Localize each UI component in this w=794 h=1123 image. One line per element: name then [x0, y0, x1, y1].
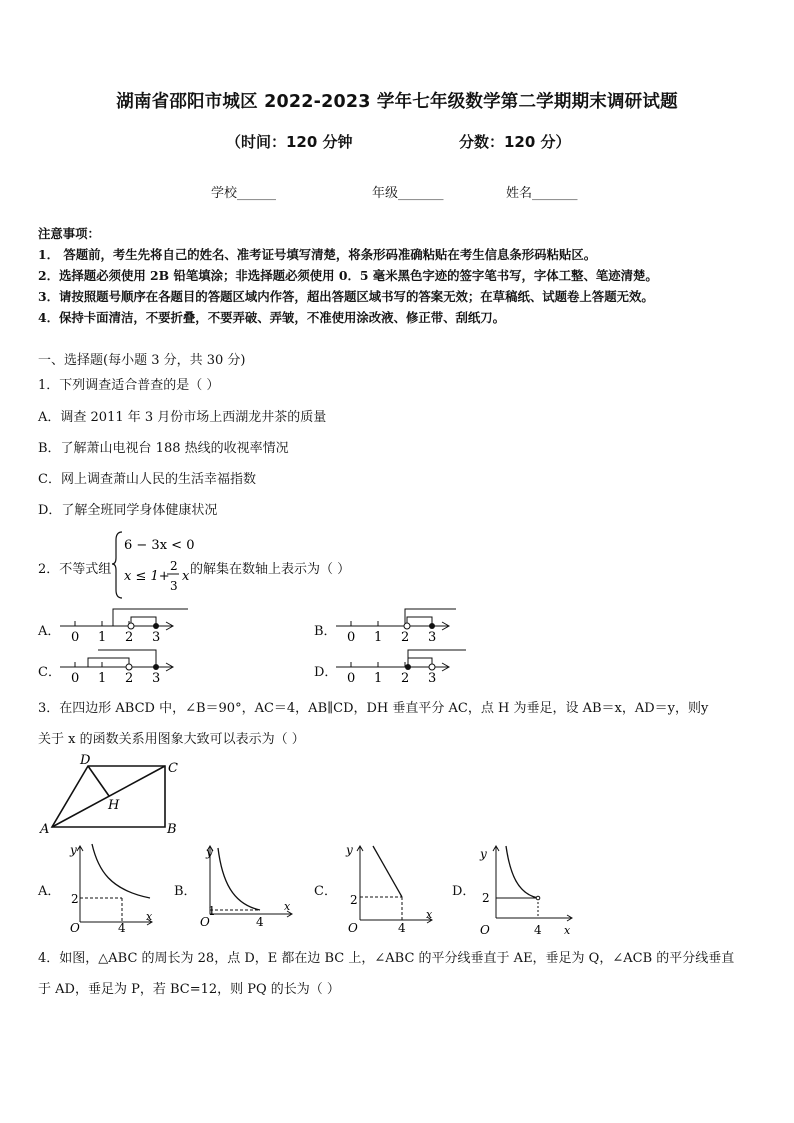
q2-numberline-b	[334, 604, 474, 644]
q2-frac-den: 3	[170, 579, 178, 593]
origin: O	[348, 921, 358, 932]
tick-3: 3	[152, 671, 161, 685]
exam-time: （时间：120 分钟	[226, 133, 353, 151]
tick-2: 2	[401, 671, 410, 685]
q1-option-c: C．网上调查萧山人民的生活幸福指数	[38, 472, 256, 487]
tick-1: 1	[98, 671, 107, 685]
q4-line2: 于 AD，垂足为 P，若 BC=12，则 PQ 的长为（ ）	[38, 982, 340, 997]
tick-2: 2	[125, 671, 134, 685]
origin: O	[200, 915, 210, 929]
origin: O	[70, 921, 80, 932]
q3-option-a-label: A．	[38, 884, 61, 899]
graph-value: 4	[534, 923, 542, 935]
notice-item-4: 4．保持卡面清洁，不要折叠，不要弄破、弄皱，不准使用涂改液、修正带、刮纸刀。	[38, 310, 506, 325]
axis-x: x	[284, 900, 291, 913]
axis-y: y	[346, 843, 353, 857]
q2-numberline-a	[58, 604, 198, 644]
exam-score: 分数：120 分）	[459, 133, 571, 151]
axis-y: y	[206, 845, 213, 859]
q1-option-d: D．了解全班同学身体健康状况	[38, 503, 218, 518]
vertex-c: C	[168, 761, 178, 776]
tick-1: 1	[374, 671, 383, 685]
q2-suffix: 的解集在数轴上表示为（ ）	[190, 562, 351, 577]
vertex-d: D	[80, 753, 91, 768]
tick-0: 0	[71, 671, 80, 685]
q3-quadrilateral-figure	[34, 752, 194, 842]
axis-x: x	[564, 924, 571, 935]
graph-value: 2	[482, 891, 490, 905]
q1-option-b: B．了解萧山电视台 188 热线的收视率情况	[38, 441, 289, 456]
graph-value: 4	[256, 915, 264, 929]
graph-value: 1	[208, 904, 216, 918]
graph-value: 4	[398, 921, 406, 932]
q2-frac-num: 2	[170, 559, 178, 573]
q2-option-b-label: B．	[314, 624, 337, 639]
tick-1: 1	[374, 630, 383, 644]
q2-numberline-c	[58, 645, 198, 685]
grade-field: 年级_______	[372, 186, 444, 201]
axis-y: y	[70, 843, 77, 857]
q2-option-a-label: A．	[38, 624, 61, 639]
tick-3: 3	[428, 671, 437, 685]
tick-3: 3	[428, 630, 437, 644]
q3-option-b-label: B．	[174, 884, 197, 899]
tick-2: 2	[125, 630, 134, 644]
axis-y: y	[480, 847, 487, 861]
section-heading: 一、选择题(每小题 3 分，共 30 分)	[38, 353, 246, 368]
q3-graph-c	[336, 840, 436, 932]
q2-option-d-label: D．	[314, 665, 338, 680]
q3-graph-d	[474, 840, 578, 935]
q2-option-c-label: C．	[38, 665, 61, 680]
notice-heading: 注意事项：	[38, 226, 100, 241]
q2-ineq2-lhs: x ≤ 1+	[124, 569, 170, 584]
q2-numberline-d	[334, 645, 474, 685]
tick-2: 2	[401, 630, 410, 644]
q3-graph-b	[196, 840, 296, 932]
vertex-a: A	[40, 822, 50, 837]
tick-0: 0	[347, 671, 356, 685]
q3-line2: 关于 x 的函数关系用图象大致可以表示为（ ）	[38, 732, 305, 747]
origin: O	[480, 923, 490, 935]
graph-value: 2	[350, 893, 358, 907]
tick-0: 0	[347, 630, 356, 644]
tick-0: 0	[71, 630, 80, 644]
school-field: 学校______	[211, 186, 277, 201]
notice-item-2: 2．选择题必须使用 2B 铅笔填涂；非选择题必须使用 0．5 毫米黑色字迹的签字笔书写，字体工整、笔迹清楚。	[38, 268, 658, 283]
q2-system	[112, 528, 194, 600]
q3-option-c-label: C．	[314, 884, 337, 899]
notice-item-1: 1． 答题前，考生先将自己的姓名、准考证号填写清楚，将条形码准确粘贴在考生信息条形码粘贴区。	[38, 247, 597, 262]
q1-stem: 1．下列调查适合普查的是（ ）	[38, 378, 220, 393]
vertex-b: B	[167, 822, 177, 837]
axis-x: x	[426, 908, 433, 921]
q4-line1: 4．如图，△ABC 的周长为 28，点 D，E 都在边 BC 上，∠ABC 的平分线垂直于 AE，垂足为 Q，∠ACB 的平分线垂直	[38, 951, 735, 966]
page-title: 湖南省邵阳市城区 2022-2023 学年七年级数学第二学期期末调研试题	[116, 92, 678, 112]
axis-x: x	[146, 910, 153, 923]
tick-1: 1	[98, 630, 107, 644]
point-h: H	[108, 798, 120, 813]
tick-3: 3	[152, 630, 161, 644]
name-field: 姓名_______	[506, 186, 578, 201]
q2-prefix: 2．不等式组	[38, 562, 112, 577]
graph-value: 4	[118, 921, 126, 932]
q3-graph-a	[60, 840, 160, 932]
q2-ineq2-rhs: x	[182, 569, 190, 584]
q3-option-d-label: D．	[452, 884, 476, 899]
graph-value: 2	[71, 892, 79, 906]
notice-item-3: 3．请按照题号顺序在各题目的答题区域内作答，超出答题区域书写的答案无效；在草稿纸、试题卷上答题无效。	[38, 289, 654, 304]
q2-ineq1: 6 − 3x < 0	[124, 538, 194, 553]
q3-line1: 3．在四边形 ABCD 中，∠B＝90°，AC＝4，AB∥CD，DH 垂直平分 AC，点 H 为垂足，设 AB＝x，AD＝y，则y	[38, 701, 709, 716]
q1-option-a: A．调查 2011 年 3 月份市场上西湖龙井茶的质量	[38, 410, 327, 425]
